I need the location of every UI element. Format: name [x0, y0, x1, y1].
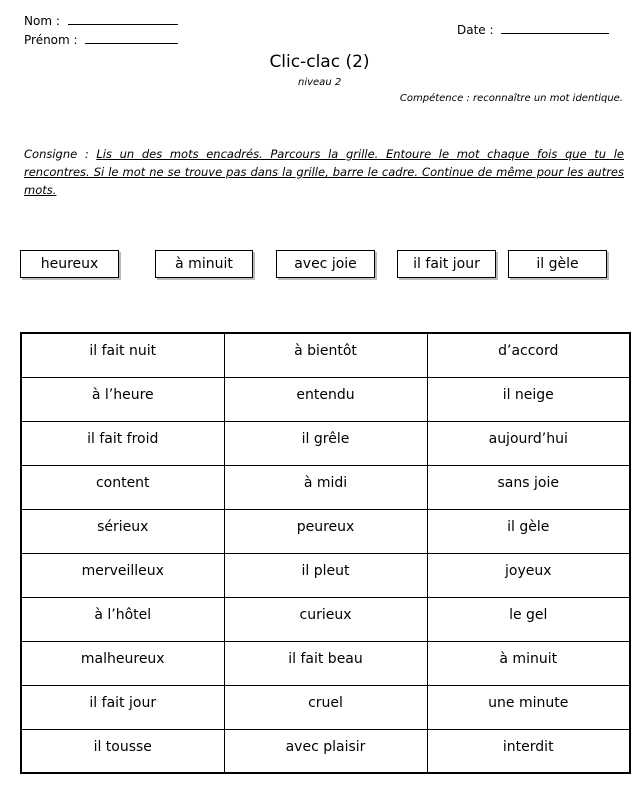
grid-row: [21, 729, 630, 773]
instruction: [24, 145, 624, 199]
grid-cell[interactable]: d’accord: [427, 333, 630, 377]
grid-cell[interactable]: à l’hôtel: [21, 597, 224, 641]
grid-row: [21, 421, 630, 465]
nom-field[interactable]: [24, 13, 178, 28]
grid-cell[interactable]: entendu: [224, 377, 427, 421]
grid-cell[interactable]: il fait nuit: [21, 333, 224, 377]
instruction-prefix: Consigne :: [24, 147, 97, 161]
grid-cell[interactable]: malheureux: [21, 641, 224, 685]
word-box-a-minuit[interactable]: à minuit: [155, 250, 253, 278]
prenom-line[interactable]: [85, 32, 178, 44]
grid-row: [21, 333, 630, 377]
grid-cell[interactable]: il grêle: [224, 421, 427, 465]
grid-cell[interactable]: il fait jour: [21, 685, 224, 729]
date-label: Date :: [457, 23, 494, 37]
grid-cell[interactable]: joyeux: [427, 553, 630, 597]
grid-cell[interactable]: avec plaisir: [224, 729, 427, 773]
word-box-il-fait-jour[interactable]: il fait jour: [397, 250, 496, 278]
grid-cell[interactable]: à bientôt: [224, 333, 427, 377]
level-label: niveau 2: [298, 77, 342, 88]
grid-cell[interactable]: à minuit: [427, 641, 630, 685]
grid-cell[interactable]: sans joie: [427, 465, 630, 509]
grid-cell[interactable]: à midi: [224, 465, 427, 509]
nom-line[interactable]: [68, 13, 178, 25]
grid-row: [21, 641, 630, 685]
grid-row: [21, 465, 630, 509]
date-line[interactable]: [501, 22, 609, 34]
prenom-label: Prénom :: [24, 33, 78, 47]
grid-cell[interactable]: peureux: [224, 509, 427, 553]
grid-cell[interactable]: interdit: [427, 729, 630, 773]
competence-label: Compétence : reconnaître un mot identique.: [399, 93, 623, 104]
grid-row: [21, 597, 630, 641]
grid-cell[interactable]: merveilleux: [21, 553, 224, 597]
grid-cell[interactable]: il fait froid: [21, 421, 224, 465]
grid-cell[interactable]: sérieux: [21, 509, 224, 553]
grid-cell[interactable]: une minute: [427, 685, 630, 729]
grid-cell[interactable]: content: [21, 465, 224, 509]
grid-cell[interactable]: à l’heure: [21, 377, 224, 421]
prenom-field[interactable]: [24, 32, 178, 47]
page-title: Clic-clac (2): [269, 52, 370, 72]
grid-row: [21, 509, 630, 553]
grid-cell[interactable]: il tousse: [21, 729, 224, 773]
word-box-avec-joie[interactable]: avec joie: [276, 250, 375, 278]
word-box-heureux[interactable]: heureux: [20, 250, 119, 278]
word-grid: [20, 332, 631, 774]
grid-cell[interactable]: il fait beau: [224, 641, 427, 685]
grid-cell[interactable]: le gel: [427, 597, 630, 641]
grid-cell[interactable]: il pleut: [224, 553, 427, 597]
grid-cell[interactable]: il neige: [427, 377, 630, 421]
grid-cell[interactable]: aujourd’hui: [427, 421, 630, 465]
grid-cell[interactable]: curieux: [224, 597, 427, 641]
instruction-text: Lis un des mots encadrés. Parcours la grille. Entoure le mot chaque fois que tu le rencontres. Si le mot ne se trouve pas dans la grille, barre le cadre. Continue de même pour les autres mots.: [24, 147, 624, 197]
date-field[interactable]: [457, 22, 609, 37]
grid-row: [21, 377, 630, 421]
grid-row: [21, 685, 630, 729]
grid-row: [21, 553, 630, 597]
nom-label: Nom :: [24, 14, 60, 28]
grid-cell[interactable]: il gèle: [427, 509, 630, 553]
grid-cell[interactable]: cruel: [224, 685, 427, 729]
word-box-il-gele[interactable]: il gèle: [508, 250, 607, 278]
